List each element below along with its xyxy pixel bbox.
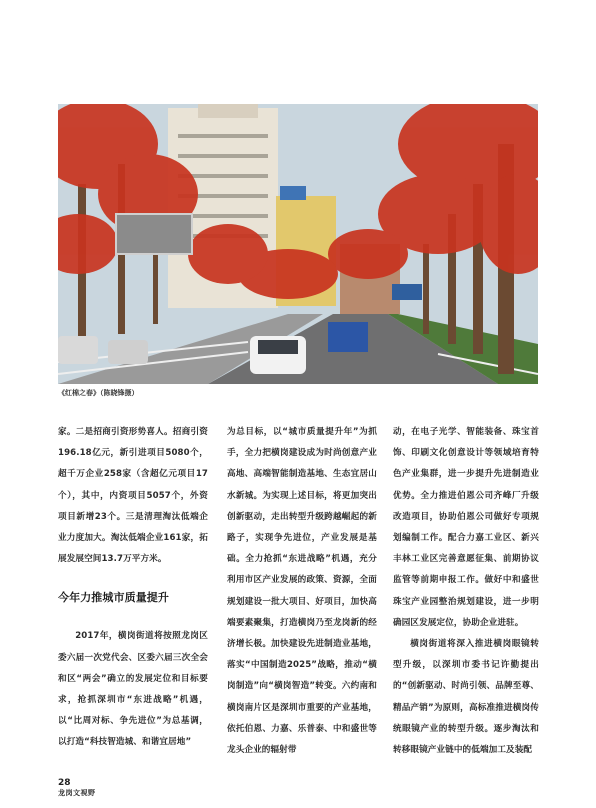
text-column-2 <box>227 422 377 761</box>
blue-sign <box>392 284 422 300</box>
parked-car <box>58 336 98 364</box>
text-column-3 <box>393 422 539 761</box>
kapok-street-illustration <box>58 104 538 384</box>
section-heading: 今年力推城市质量提升 <box>58 591 169 605</box>
page-number: 28 <box>58 778 71 788</box>
road-sign <box>116 214 192 254</box>
paragraph: 横岗街道将深入推进横岗眼镜转型升级，以深圳市委书记许勤提出的“创新驱动、时尚引领、品牌至尊、精品产销”为原则，高标准推进横岗传统眼镜产业的转型升级。逐步淘汰和转移眼镜产业链中的低端加工及装配 <box>393 639 539 756</box>
paragraph: 2017年，横岗街道将按照龙岗区委六届一次党代会、区委六届三次全会和区“两会”确立的发展定位和目标要求，抢抓深圳市“东进战略”机遇，以“比周对标、争先进位”为总基调，以打造“科技智造城、和谐宜居地” <box>58 631 208 748</box>
blue-truck <box>328 322 368 352</box>
photo-caption: 《红棉之春》（陈晓锋摄） <box>58 389 139 397</box>
text-column-1 <box>58 422 208 754</box>
paragraph: 动，在电子光学、智能装备、珠宝首饰、印刷文化创意设计等领域培育特色产业集群，进一步提升先进制造业优势。全力推进伯恩公司齐峰厂升级改造项目，协助伯恩公司做好专项规划编制工作。配合力嘉工业区、新兴丰林工业区完善意愿征集、前期协议监管等前期申报工作。做好中和盛世珠宝产业园整治规划建设，进一步明确园区发展定位，协助企业进驻。 <box>393 427 539 628</box>
paragraph: 为总目标，以“城市质量提升年”为抓手，全力把横岗建设成为时尚创意产业高地、高端智能制造基地、生态宜居山水新城。为实现上述目标，将更加突出创新驱动，走出转型升级跨越崛起的新路子，实现争先进位，产业发展是基础。全力抢抓“东进战略”机遇，充分利用市区产业发展的政策、资源，全面规划建设一批大项目、好项目，加快高端要素聚集，打造横岗乃至龙岗新的经济增长极。加快建设先进制造业基地，落实“中国制造2025”战略，推动“横岗制造”向“横岗智造”转变。六约南和横岗南片区是深圳市重要的产业基地，依托伯恩、力嘉、乐普泰、中和盛世等龙头企业的辐射带 <box>227 427 377 756</box>
paragraph: 家。二是招商引资形势喜人。招商引资196.18亿元，新引进项目5080个，超千万企业258家（含超亿元项目17个），其中，内资项目5057个，外资项目新增23个。三是清理淘汰低端企业力度加大。淘汰低端企业161家，拓展发展空间13.7万平方米。 <box>58 427 208 565</box>
street-photo <box>58 104 538 384</box>
magazine-name: 龙岗文视野 <box>58 789 96 797</box>
